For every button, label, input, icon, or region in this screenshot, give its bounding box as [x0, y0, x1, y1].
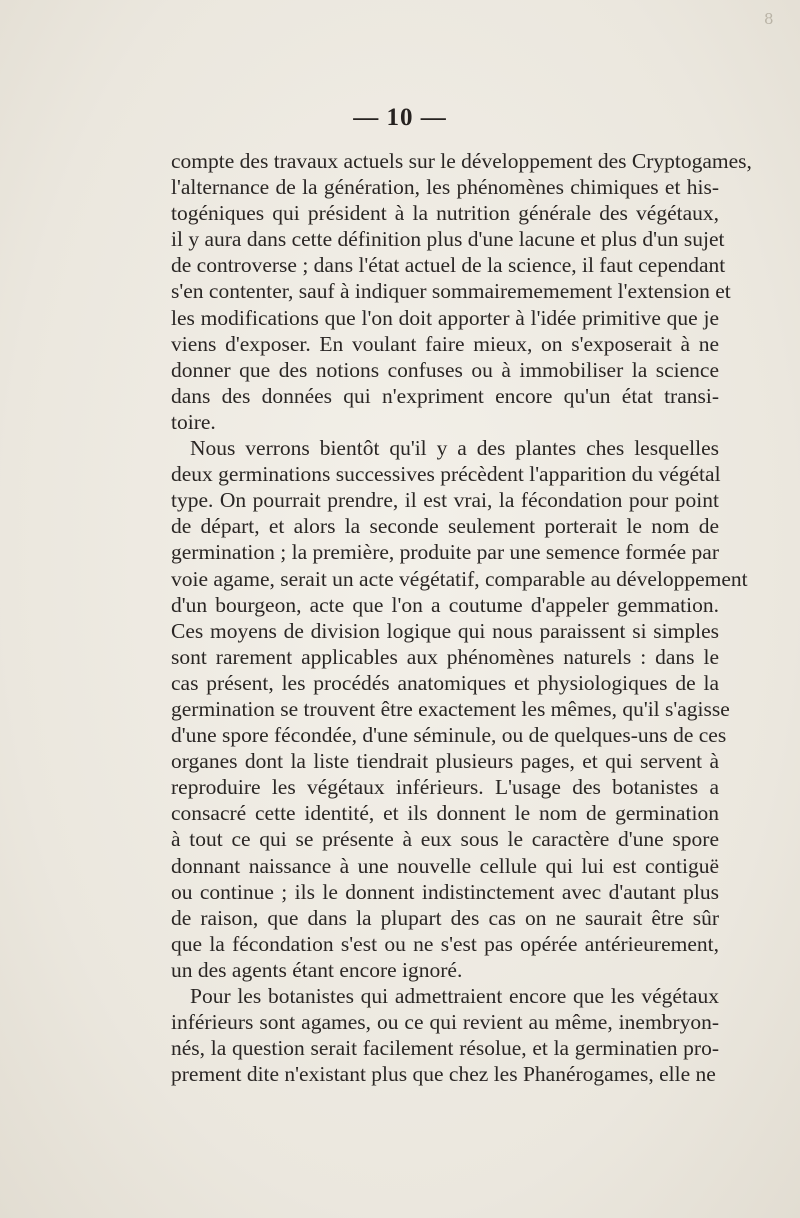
text-line: togéniques qui président à la nutrition générale des végétaux, — [171, 201, 719, 226]
text-line: voie agame, serait un acte végétatif, comparable au développement — [171, 566, 748, 591]
text-line: inférieurs sont agames, ou ce qui revient au même, inembryon- — [171, 1010, 719, 1035]
text-line: ou continue ; ils le donnent indistinctement avec d'autant plus — [171, 879, 719, 904]
text-line: type. On pourrait prendre, il est vrai, la fécondation pour point — [171, 488, 719, 513]
text-line: consacré cette identité, et ils donnent le nom de germination — [171, 801, 719, 826]
text-line: germination ; la première, produite par une semence formée par — [171, 540, 720, 565]
text-line: que la fécondation s'est ou ne s'est pas opérée antérieurement, — [171, 931, 719, 956]
text-line: cas présent, les procédés anatomiques et physiologiques de la — [171, 670, 719, 695]
text-line: donner que des notions confuses ou à immobiliser la science — [171, 357, 719, 382]
paragraph — [171, 983, 719, 1087]
text-line: les modifications que l'on doit apporter à l'idée primitive que je — [171, 305, 719, 330]
text-line: un des agents étant encore ignoré. — [171, 957, 463, 982]
text-line: à tout ce qui se présente à eux sous le caractère d'une spore — [171, 827, 719, 852]
page-number: — 10 — — [353, 104, 447, 131]
body-text — [171, 148, 752, 1087]
text-line: Ces moyens de division logique qui nous paraissent si simples — [171, 618, 719, 643]
text-line: d'un bourgeon, acte que l'on a coutume d'appeler gemmation. — [171, 592, 719, 617]
text-line: organes dont la liste tiendrait plusieurs pages, et qui servent à — [171, 749, 719, 774]
text-line: dans des données qui n'expriment encore qu'un état transi- — [171, 383, 719, 408]
text-line: donnant naissance à une nouvelle cellule qui lui est contiguë — [171, 853, 719, 878]
text-line: germination se trouvent être exactement les mêmes, qu'il s'agisse — [171, 696, 730, 721]
text-line: nés, la question serait facilement résolue, et la germinatien pro- — [171, 1036, 719, 1061]
text-line: Nous verrons bientôt qu'il y a des plantes ches lesquelles — [190, 436, 719, 461]
corner-mark: 8 — [764, 10, 774, 28]
text-line: il y aura dans cette définition plus d'une lacune et plus d'un sujet — [171, 227, 725, 252]
paragraph — [171, 148, 752, 435]
text-line: sont rarement applicables aux phénomènes naturels : dans le — [171, 644, 719, 669]
text-line: compte des travaux actuels sur le développement des Cryptogames, — [171, 149, 752, 173]
text-line: de départ, et alors la seconde seulement porterait le nom de — [171, 514, 719, 539]
text-line: d'une spore fécondée, d'une séminule, ou de quelques-uns de ces — [171, 723, 727, 748]
text-line: Pour les botanistes qui admettraient encore que les végétaux — [190, 984, 719, 1008]
text-line: deux germinations successives précèdent l'apparition du végétal — [171, 462, 721, 487]
text-line: de controverse ; dans l'état actuel de la science, il faut cependant — [171, 253, 726, 278]
text-line: viens d'exposer. En voulant faire mieux, on s'exposerait à ne — [171, 331, 719, 356]
paragraph — [171, 435, 748, 983]
text-line: l'alternance de la génération, les phénomènes chimiques et his- — [171, 175, 719, 200]
text-line: de raison, que dans la plupart des cas on ne saurait être sûr — [171, 905, 719, 930]
text-line: toire. — [171, 409, 216, 434]
text-line: s'en contenter, sauf à indiquer sommairememement l'extension et — [171, 279, 731, 304]
text-line: reproduire les végétaux inférieurs. L'usage des botanistes a — [171, 775, 719, 800]
text-line: prement dite n'existant plus que chez les Phanérogames, elle ne — [171, 1062, 716, 1087]
